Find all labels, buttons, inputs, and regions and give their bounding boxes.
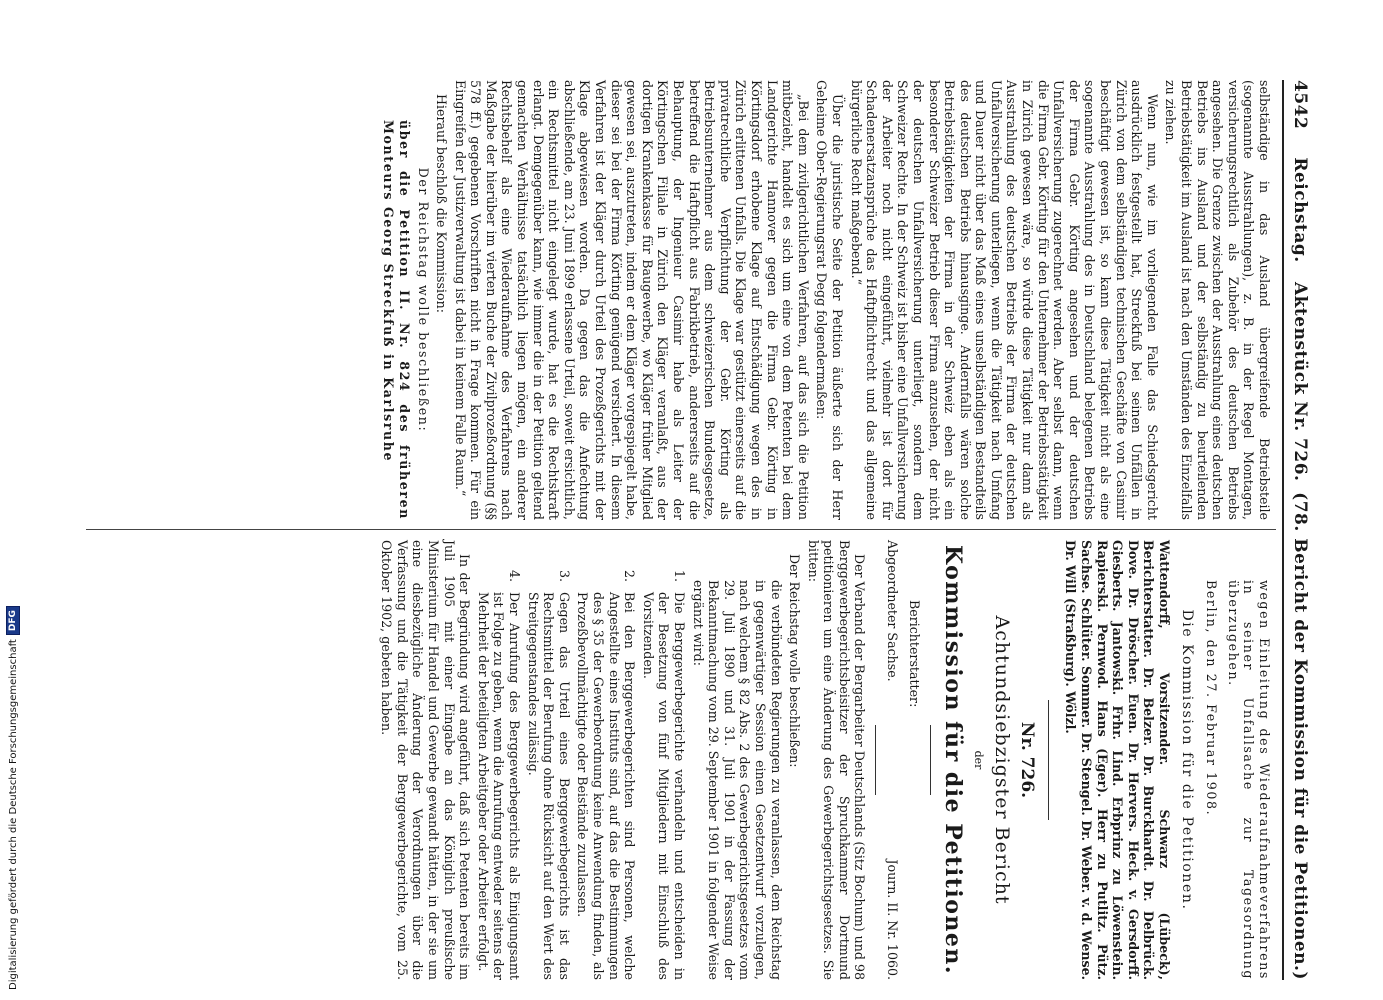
right-column — [72, 540, 1272, 980]
list-item-text: Die Berggewerbegerichte verhandeln und entscheiden in der Besetzung von fünf Mitgliedern mit Einschluß des Vorsitzenden. — [640, 592, 687, 980]
title-connector: der — [972, 750, 986, 770]
running-head-reichstag: Reichstag. — [1290, 157, 1310, 263]
resolution-block — [381, 80, 412, 520]
commission-title: Kommission für die Petitionen. — [939, 544, 966, 976]
paragraph: Der Verband der Bergarbeiter Deutschlands (Sitz Bochum) und 98 Berggewerbegerichtsbeisitzer der Spruchkammer Dortmund petitionieren um eine Änderung des Gewerbegerichtsgesetzes. Sie bitten: — [805, 540, 868, 980]
list-item-number: 1. — [671, 570, 687, 583]
list-item-text: Bei den Berggewerbegerichten sind Personen, welche Angestellte eines Instituts sind, auf das die Bestimmungen des § 35 der Gewerbeordnung keine Anwendung finden, als Prozeßbevollmächtigte oder Beistände zuzulassen. — [575, 592, 638, 980]
left-column — [72, 80, 1272, 520]
reporter-label: Berichterstatter: — [906, 600, 922, 708]
list-item-number: 3. — [556, 570, 572, 583]
column-divider — [86, 529, 1276, 530]
paragraph: Hierauf beschloß die Kommission: — [434, 94, 450, 313]
list-item — [575, 560, 637, 980]
reporter-name: Abgeordneter Sachse. — [885, 540, 901, 682]
list-item-text: Gegen das Urteil eines Berggewerbegerichts ist das Rechtsmittel der Berufung ohne Rücksicht auf den Wert des Streitgegenstandes zulässig. — [525, 592, 572, 980]
journal-number: Journ. II. Nr. 1060. — [885, 859, 901, 980]
reporter-line — [885, 540, 901, 980]
list-item — [640, 560, 687, 980]
running-head-left — [1290, 129, 1310, 492]
section-rule — [1048, 700, 1049, 820]
petition-items — [475, 540, 687, 980]
member-list: Wattendorff, Vorsitzender. Schwarz (Lübeck), Berichterstatter. Dr. Belzer. Dr. Burckhardt. Dr. Delbrück. Dove. Dr. Dröscher. Euen. Dr. Hervers. Heck. v. Gersdorff. Giesberts. Jantowski. Frhr. Lind. Erbprinz zu Löwenstein. Rapierski. Pernwod. Hans (Eger). Herr zu Putlitz. Pütz. Sachse. Schlüter. Sommer. Dr. Stengel. Dr. Weber. v. d. Wense. Dr. Will (Straßburg). Wölzl. — [1063, 540, 1173, 980]
running-head-right: (78. Bericht der Kommission für die Petitionen.) — [1290, 492, 1310, 980]
funding-note — [6, 606, 20, 990]
list-item-number: 4. — [507, 570, 523, 583]
document-number: Nr. 726. — [1016, 721, 1037, 799]
funding-note-text: Digitalisierung gefördert durch die Deutsche Forschungsgemeinschaft — [7, 639, 19, 990]
page-number: 4542 — [1290, 80, 1310, 130]
list-item-number: 2. — [622, 570, 638, 583]
running-head-aktenstueck: Aktenstück Nr. 726. — [1290, 281, 1310, 482]
document-page — [50, 40, 1320, 1000]
list-item-text: Der Anrufung des Berggewerbegerichts als Einigungsamt ist Folge zu geben, wenn die Anrufung entweder seitens der Mehrheit der beteiligten Arbeitgeber oder Arbeiter erfolgt. — [475, 592, 523, 980]
running-head — [1284, 80, 1310, 980]
date-line: Berlin, den 27. Februar 1908. — [1204, 580, 1220, 817]
petition-request: die verbündeten Regierungen zu veranlassen, dem Reichstag in gegenwärtiger Session einen Gesetzentwurf vorzulegen, nach welchem § 82 Abs. 2 des Gewerbegerichtsgesetzes vom 29. Juli 1890 und 31. Juli 1901 in der Fassung der Bekanntmachung vom 29. September 1901 in folgender Weise ergänzt wird: — [690, 580, 784, 980]
resolution-heading: Der Reichstag wolle beschließen: — [415, 167, 431, 433]
paragraph: „Bei dem zivilgerichtlichen Verfahren, auf das sich die Petition mitbezieht, handelt es sich um eine von dem Petenten bei dem Landgerichte Hannover gegen die Firma Gebr. Körting in Körtingsdorf erhobene Klage auf Entschädigung wegen des in Zürich erlittenen Unfalls. Die Klage war gestützt einerseits auf die privatrechtliche Verpflichtung der Gebr. Körting als Betriebsunternehmer aus dem schweizerischen Bundesgesetze, betreffend die Haftpflicht aus Fabrikbetrieb, andererseits auf die Behauptung, der Ingenieur Casimir habe als Leiter der Körtingschen Filiale in Zürich den Kläger veranlaßt, aus der dortigen Krankenkasse für Baugewerbe, wo Kläger früher Mitglied gewesen sei, auszutreten, indem er dem Kläger vorgespiegelt habe, dieser sei bei der Firma Körting genügend versichert. In diesem Verfahren ist der Kläger durch Urteil des Prozeßgerichts mit der Klage abgewiesen worden. Da gegen das die Anfechtung abschließende, am 23. Juni 1899 erlassene Urteil, soweit ersichtlich, ein Rechtsmittel nicht eingelegt wurde, hat es die Rechtskraft erlangt. Demgegenüber kann, wie immer die in der Petition geltend gemachten Verhältnisse tatsächlich liegen mögen, ein anderer Rechtsbehelf als eine Wiederaufnahme des Verfahrens nach Maßgabe der hierüber im vierten Buche der Zivilprozeßordnung (§§ 578 ff.) gegebenen Vorschriften nicht in Frage kommen. Für ein Eingreifen der Justizverwaltung ist dabei in keinem Falle Raum.“ — [452, 80, 811, 520]
resolution-continuation — [1225, 540, 1272, 980]
header-rule — [1282, 80, 1284, 980]
paragraph: Der Reichstag wolle beschließen: — [787, 554, 803, 768]
paragraph: selbständige in das Ausland übergreifende Betriebsteile (sogenannte Ausstrahlungen), z. B. in der Regel Montagen, versicherungsrechtlich als Zubehör des deutschen Betriebs angesehen. Die Grenze zwischen der Ausstrahlung eines deutschen Betriebs ins Ausland und der selbständig zu beurteilenden Betriebstätigkeit im Ausland ist nach den Umständen des Einzelfalls zu ziehen. — [1163, 80, 1272, 520]
report-title: Achtundsiebzigster Bericht — [991, 615, 1014, 905]
commission-signature: Die Kommission für die Petitionen. — [1178, 609, 1195, 911]
paragraph: Wenn nun, wie im vorliegenden Falle das Schiedsgericht ausdrücklich festgestellt hat, Streckfuß bei seinen Unfällen in Zürich von dem selbständigen technischen Geschäfte von Casimir beschäftigt gewesen ist, so kann diese Tätigkeit nicht als eine sogenannte Ausstrahlung des in Deutschland belegenen Betriebs der Firma Gebr. Körting angesehen und der deutschen Unfallversicherung zugerechnet werden. Aber selbst dann, wenn die Firma Gebr. Körting für den Unternehmer der Betriebsstätigkeit in Zürich gewesen wäre, so würde diese Tätigkeit nur dann als Ausstrahlung des deutschen Betriebs der Firma der deutschen Unfallversicherung unterliegen, wenn die Tätigkeit nach Umfang und Dauer nicht über das Maß eines unselbständigen Bestandteils des deutschen Betriebs hinausginge. Andernfalls wären solche Betriebstätigkeiten der Firma in der Schweiz eben als ein besonderer Schweizer Betrieb dieser Firma anzusehen, der nicht der deutschen Unfallversicherung unterliegt, sondern dem Schweizer Rechte. In der Schweiz ist bisher eine Unfallversicherung der Arbeiter noch nicht eingeführt, vielmehr ist dort für Schadenersatzansprüche das Haftpflichtrecht und das allgemeine bürgerliche Recht maßgebend.“ — [848, 80, 1160, 520]
title-rule — [930, 725, 931, 795]
resolution-text-cont: wegen Einleitung des Wiederaufnahmeverfahrens in seiner Unfallsache zur Tagesordnung überzugehen. — [1225, 580, 1272, 980]
reporter-rule — [876, 725, 877, 795]
list-item — [475, 560, 522, 980]
resolution-text: über die Petition II. Nr. 824 des früheren Monteurs Georg Streckfuß in Karlsruhe — [381, 120, 412, 520]
dfg-logo: DFG — [6, 606, 20, 635]
paragraph: Über die juristische Seite der Petition äußerte sich der Herr Geheime Ober-Regierungsrat Degg folgendermaßen: — [814, 80, 845, 520]
list-item — [525, 560, 572, 980]
paragraph: In der Begründung wird angeführt, daß sich Petenten bereits im Juli 1905 mit einer Eingabe an das Königlich preußische Ministerium für Handel und Gewerbe gewandt hätten, in der sie um eine diesbezügliche Änderung der Verordnungen über die Verfassung und die Tätigkeit der Berggewerbegerichte, vom 25. Oktober 1902, gebeten haben. — [379, 540, 473, 980]
